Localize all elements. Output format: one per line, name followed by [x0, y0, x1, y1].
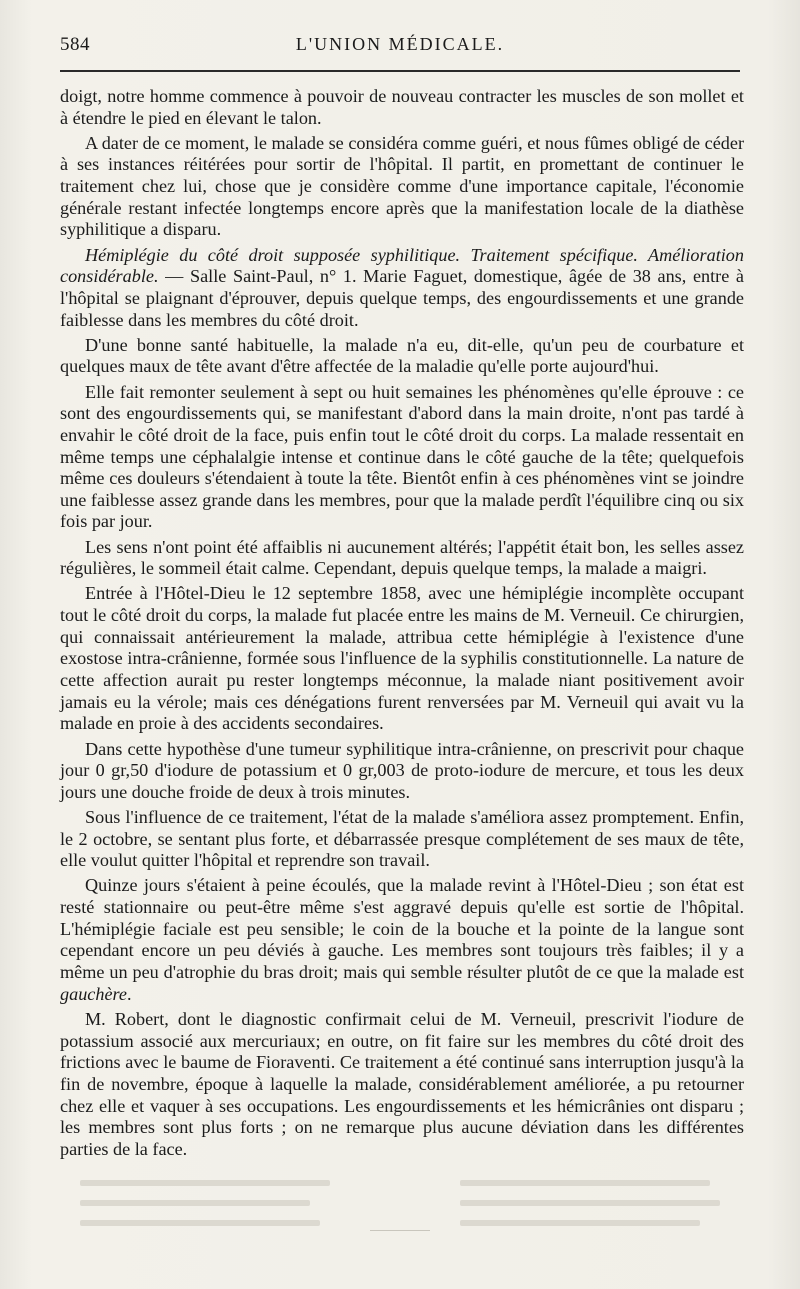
paragraph: Les sens n'ont point été affaiblis ni aucunement altérés; l'appétit était bon, les selles assez régulières, le sommeil était calme. Cependant, depuis quelque temps, la malade a maigri.: [60, 536, 744, 579]
page-number: 584: [60, 34, 90, 55]
article-body: [60, 86, 744, 1164]
paragraph-text: Quinze jours s'étaient à peine écoulés, que la malade revint à l'Hôtel-Dieu ; son état est resté stationnaire ou peut-être même s'est aggravé depuis qu'elle est sortie de l'hôpital. L'hémiplégie faciale est peu sensible; le coin de la bouche et la pointe de la langue sont cependant encore un peu déviés à gauche. Les membres sont toujours très faibles; il y a même un peu d'atrophie du bras droit; mais qui semble résulter plutôt de ce que la malade est: [60, 875, 744, 983]
case-heading: Hémiplégie du côté droit supposée syphilitique. Traitement spécifique. Amélioration considérable.: [60, 244, 744, 287]
paragraph-continued: doigt, notre homme commence à pouvoir de nouveau contracter les muscles de son mollet et à étendre le pied en élevant le talon.: [60, 86, 744, 128]
paragraph: Elle fait remonter seulement à sept ou huit semaines les phénomènes qu'elle éprouve : ce sont des engourdissements qui, se manifestant d'abord dans la main droite, n'ont pas tardé à envahir le côté droit de la face, puis enfin tout le côté droit du corps. La malade ressentait en même temps une céphalalgie intense et continue dans le côté gauche de la tête; quelquefois même ces douleurs s'étendaient à toute la tête. Bientôt enfin à ces phénomènes vint se joindre une faiblesse assez grande dans les membres, pour que la malade perdît l'équilibre cinq ou six fois par jour.: [60, 381, 744, 532]
paragraph: D'une bonne santé habituelle, la malade n'a eu, dit-elle, qu'un peu de courbature et quelques maux de tête avant d'être affectée de la maladie qu'elle porte aujourd'hui.: [60, 334, 744, 377]
paragraph-end: .: [127, 983, 132, 1004]
case-intro: — Salle Saint-Paul, n° 1. Marie Faguet, domestique, âgée de 38 ans, entre à l'hôpital se plaignant d'éprouver, depuis quelque temps, des engourdissements et une grande faiblesse dans les membres du côté droit.: [60, 266, 744, 330]
header-rule: [60, 70, 740, 72]
paragraph: M. Robert, dont le diagnostic confirmait celui de M. Verneuil, prescrivit l'iodure de potassium associé aux mercuriaux; en outre, on fit faire sur les membres du côté droit des frictions avec le baume de Fioraventi. Ce traitement a été continué sans interruption jusqu'à la fin de novembre, époque à laquelle la malade, considérablement améliorée, a pu retourner chez elle et vaquer à ses occupations. Les engourdissements et les hémicrânies ont disparu ; les membres sont plus forts ; on ne remarque plus aucune déviation dans les différentes parties de la face.: [60, 1008, 744, 1159]
bleed-through-mark: [460, 1200, 720, 1206]
case-heading-paragraph: [60, 245, 744, 332]
bleed-through-rule: [370, 1230, 430, 1231]
italic-word: gauchère: [60, 983, 127, 1004]
bleed-through-mark: [460, 1220, 700, 1226]
bleed-through-mark: [80, 1220, 320, 1226]
paragraph: Entrée à l'Hôtel-Dieu le 12 septembre 1858, avec une hémiplégie incomplète occupant tout le côté droit du corps, la malade fut placée entre les mains de M. Verneuil. Ce chirurgien, qui connaissait antérieurement la malade, attribua cette hémiplégie à l'existence d'une exostose intra-crânienne, formée sous l'influence de la syphilis constitutionnelle. La nature de cette affection aurait pu rester longtemps méconnue, la malade niant positivement avoir jamais eu la vérole; mais ces dénégations furent renversées par M. Verneuil qui avait vu la malade en proie à des accidents secondaires.: [60, 583, 744, 734]
running-title: L'UNION MÉDICALE.: [295, 34, 505, 54]
bleed-through-mark: [460, 1180, 710, 1186]
bleed-through-mark: [80, 1200, 310, 1206]
bleed-through-area: [60, 1160, 740, 1270]
paragraph: [60, 875, 744, 1005]
paragraph: A dater de ce moment, le malade se considéra comme guéri, et nous fûmes obligé de céder à ses instances réitérées pour sortir de l'hôpital. Il partit, en promettant de continuer le traitement chez lui, chose que je considère comme d'une importance capitale, l'économie générale restant infectée longtemps encore après que la manifestation locale de la diathèse syphilitique a disparu.: [60, 132, 744, 240]
paragraph: Dans cette hypothèse d'une tumeur syphilitique intra-crânienne, on prescrivit pour chaque jour 0 gr,50 d'iodure de potassium et 0 gr,003 de proto-iodure de mercure, et tous les deux jours une douche froide de deux à trois minutes.: [60, 738, 744, 802]
bleed-through-mark: [80, 1180, 330, 1186]
paragraph: Sous l'influence de ce traitement, l'état de la malade s'améliora assez promptement. Enfin, le 2 octobre, se sentant plus forte, et débarrassée presque complétement de ses maux de tête, elle voulut quitter l'hôpital et reprendre son travail.: [60, 807, 744, 871]
page-header: [60, 30, 740, 60]
